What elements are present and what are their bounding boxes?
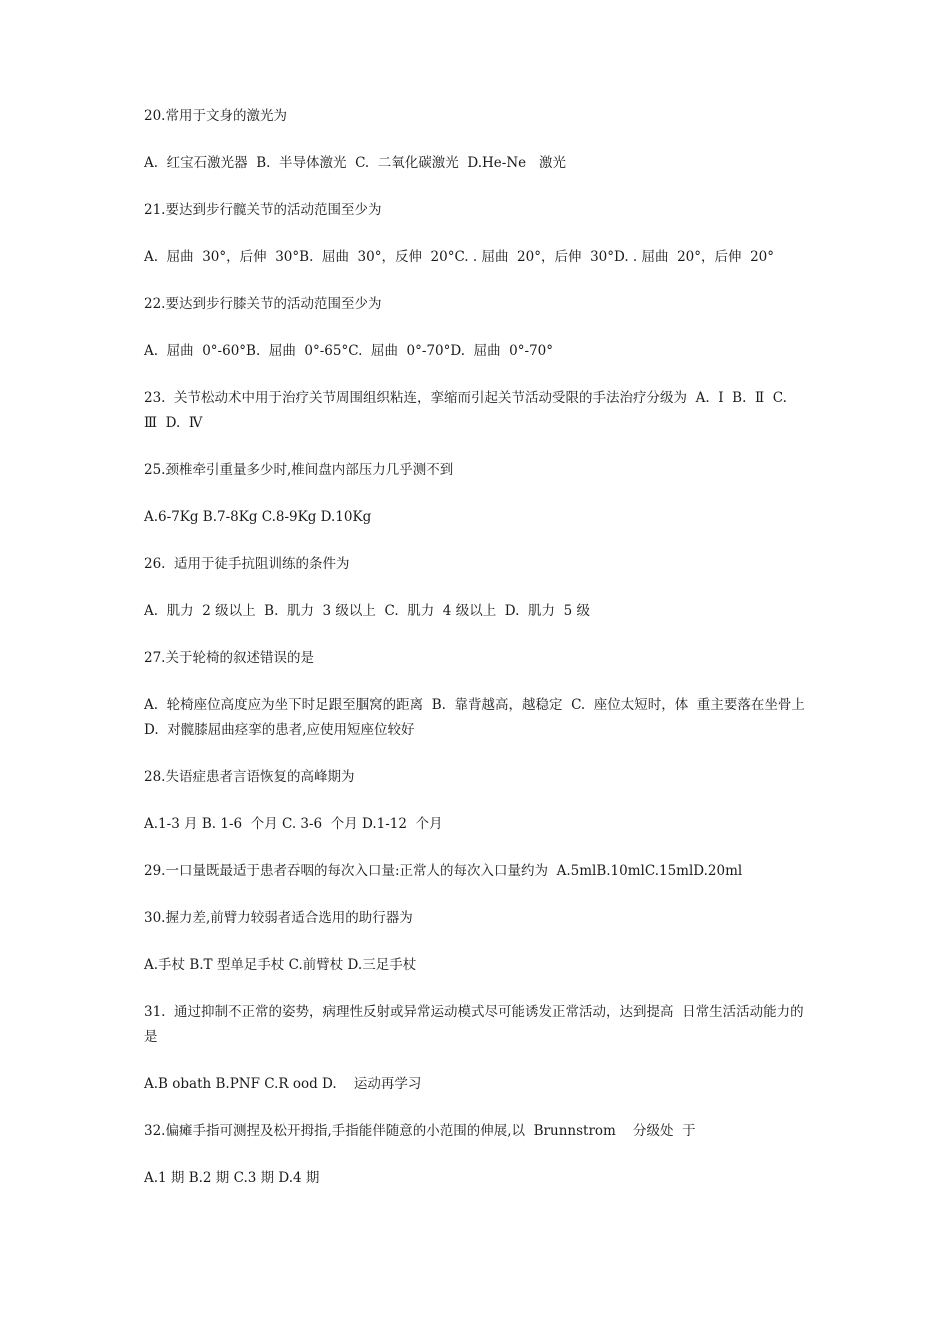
question-22-options: A. 屈曲 0°-60°B. 屈曲 0°-65°C. 屈曲 0°-70°D. 屈曲 0°-70° bbox=[144, 343, 554, 359]
question-28-stem: 28.失语症患者言语恢复的高峰期为 bbox=[144, 769, 355, 785]
question-27-stem: 27.关于轮椅的叙述错误的是 bbox=[144, 650, 314, 666]
question-25-options: A.6-7Kg B.7-8Kg C.8-9Kg D.10Kg bbox=[144, 509, 372, 525]
question-list bbox=[144, 104, 814, 1213]
question-30-options: A.手杖 B.T 型单足手杖 C.前臂杖 D.三足手杖 bbox=[144, 957, 417, 973]
question-28-options: A.1-3 月 B. 1-6 个月 C. 3-6 个月 D.1-12 个月 bbox=[144, 816, 443, 832]
question-26-options: A. 肌力 2 级以上 B. 肌力 3 级以上 C. 肌力 4 级以上 D. 肌力 5 级 bbox=[144, 603, 590, 619]
question-27-options: A. 轮椅座位高度应为坐下时足跟至腘窝的距离 B. 靠背越高，越稳定 C. 座位太短时，体 重主要落在坐骨上 D. 对髋膝屈曲痉挛的患者,应使用短座位较好 bbox=[144, 697, 814, 738]
question-20-options: A. 红宝石激光器 B. 半导体激光 C. 二氧化碳激光 D.He-Ne 激光 bbox=[144, 155, 567, 171]
question-32-options: A.1 期 B.2 期 C.3 期 D.4 期 bbox=[144, 1170, 320, 1186]
question-31-options: A.B obath B.PNF C.R ood D. 运动再学习 bbox=[144, 1076, 422, 1092]
question-21-options: A. 屈曲 30°，后伸 30°B. 屈曲 30°，反伸 20°C. . 屈曲 20°，后伸 30°D. . 屈曲 20°，后伸 20° bbox=[144, 249, 775, 265]
question-23-stem-options: 23. 关节松动术中用于治疗关节周围组织粘连，挛缩而引起关节活动受限的手法治疗分级为 A. Ⅰ B. Ⅱ C. Ⅲ D. Ⅳ bbox=[144, 390, 796, 431]
question-22-stem: 22.要达到步行膝关节的活动范围至少为 bbox=[144, 296, 382, 312]
question-32-stem: 32.偏瘫手指可测捏及松开拇指,手指能伴随意的小范围的伸展,以 Brunnstrom 分级处 于 bbox=[144, 1123, 696, 1139]
question-31-stem: 31. 通过抑制不正常的姿势，病理性反射或异常运动模式尽可能诱发正常活动，达到提高 日常生活活动能力的是 bbox=[144, 1004, 804, 1045]
question-26-stem: 26. 适用于徒手抗阻训练的条件为 bbox=[144, 556, 350, 572]
question-30-stem: 30.握力差,前臂力较弱者适合选用的助行器为 bbox=[144, 910, 413, 926]
question-20-stem: 20.常用于文身的激光为 bbox=[144, 108, 287, 124]
question-29-stem-options: 29.一口量既最适于患者吞咽的每次入口量:正常人的每次入口量约为 A.5mlB.10mlC.15mlD.20ml bbox=[144, 863, 743, 879]
question-25-stem: 25.颈椎牵引重量多少时,椎间盘内部压力几乎测不到 bbox=[144, 462, 454, 478]
question-21-stem: 21.要达到步行髋关节的活动范围至少为 bbox=[144, 202, 382, 218]
